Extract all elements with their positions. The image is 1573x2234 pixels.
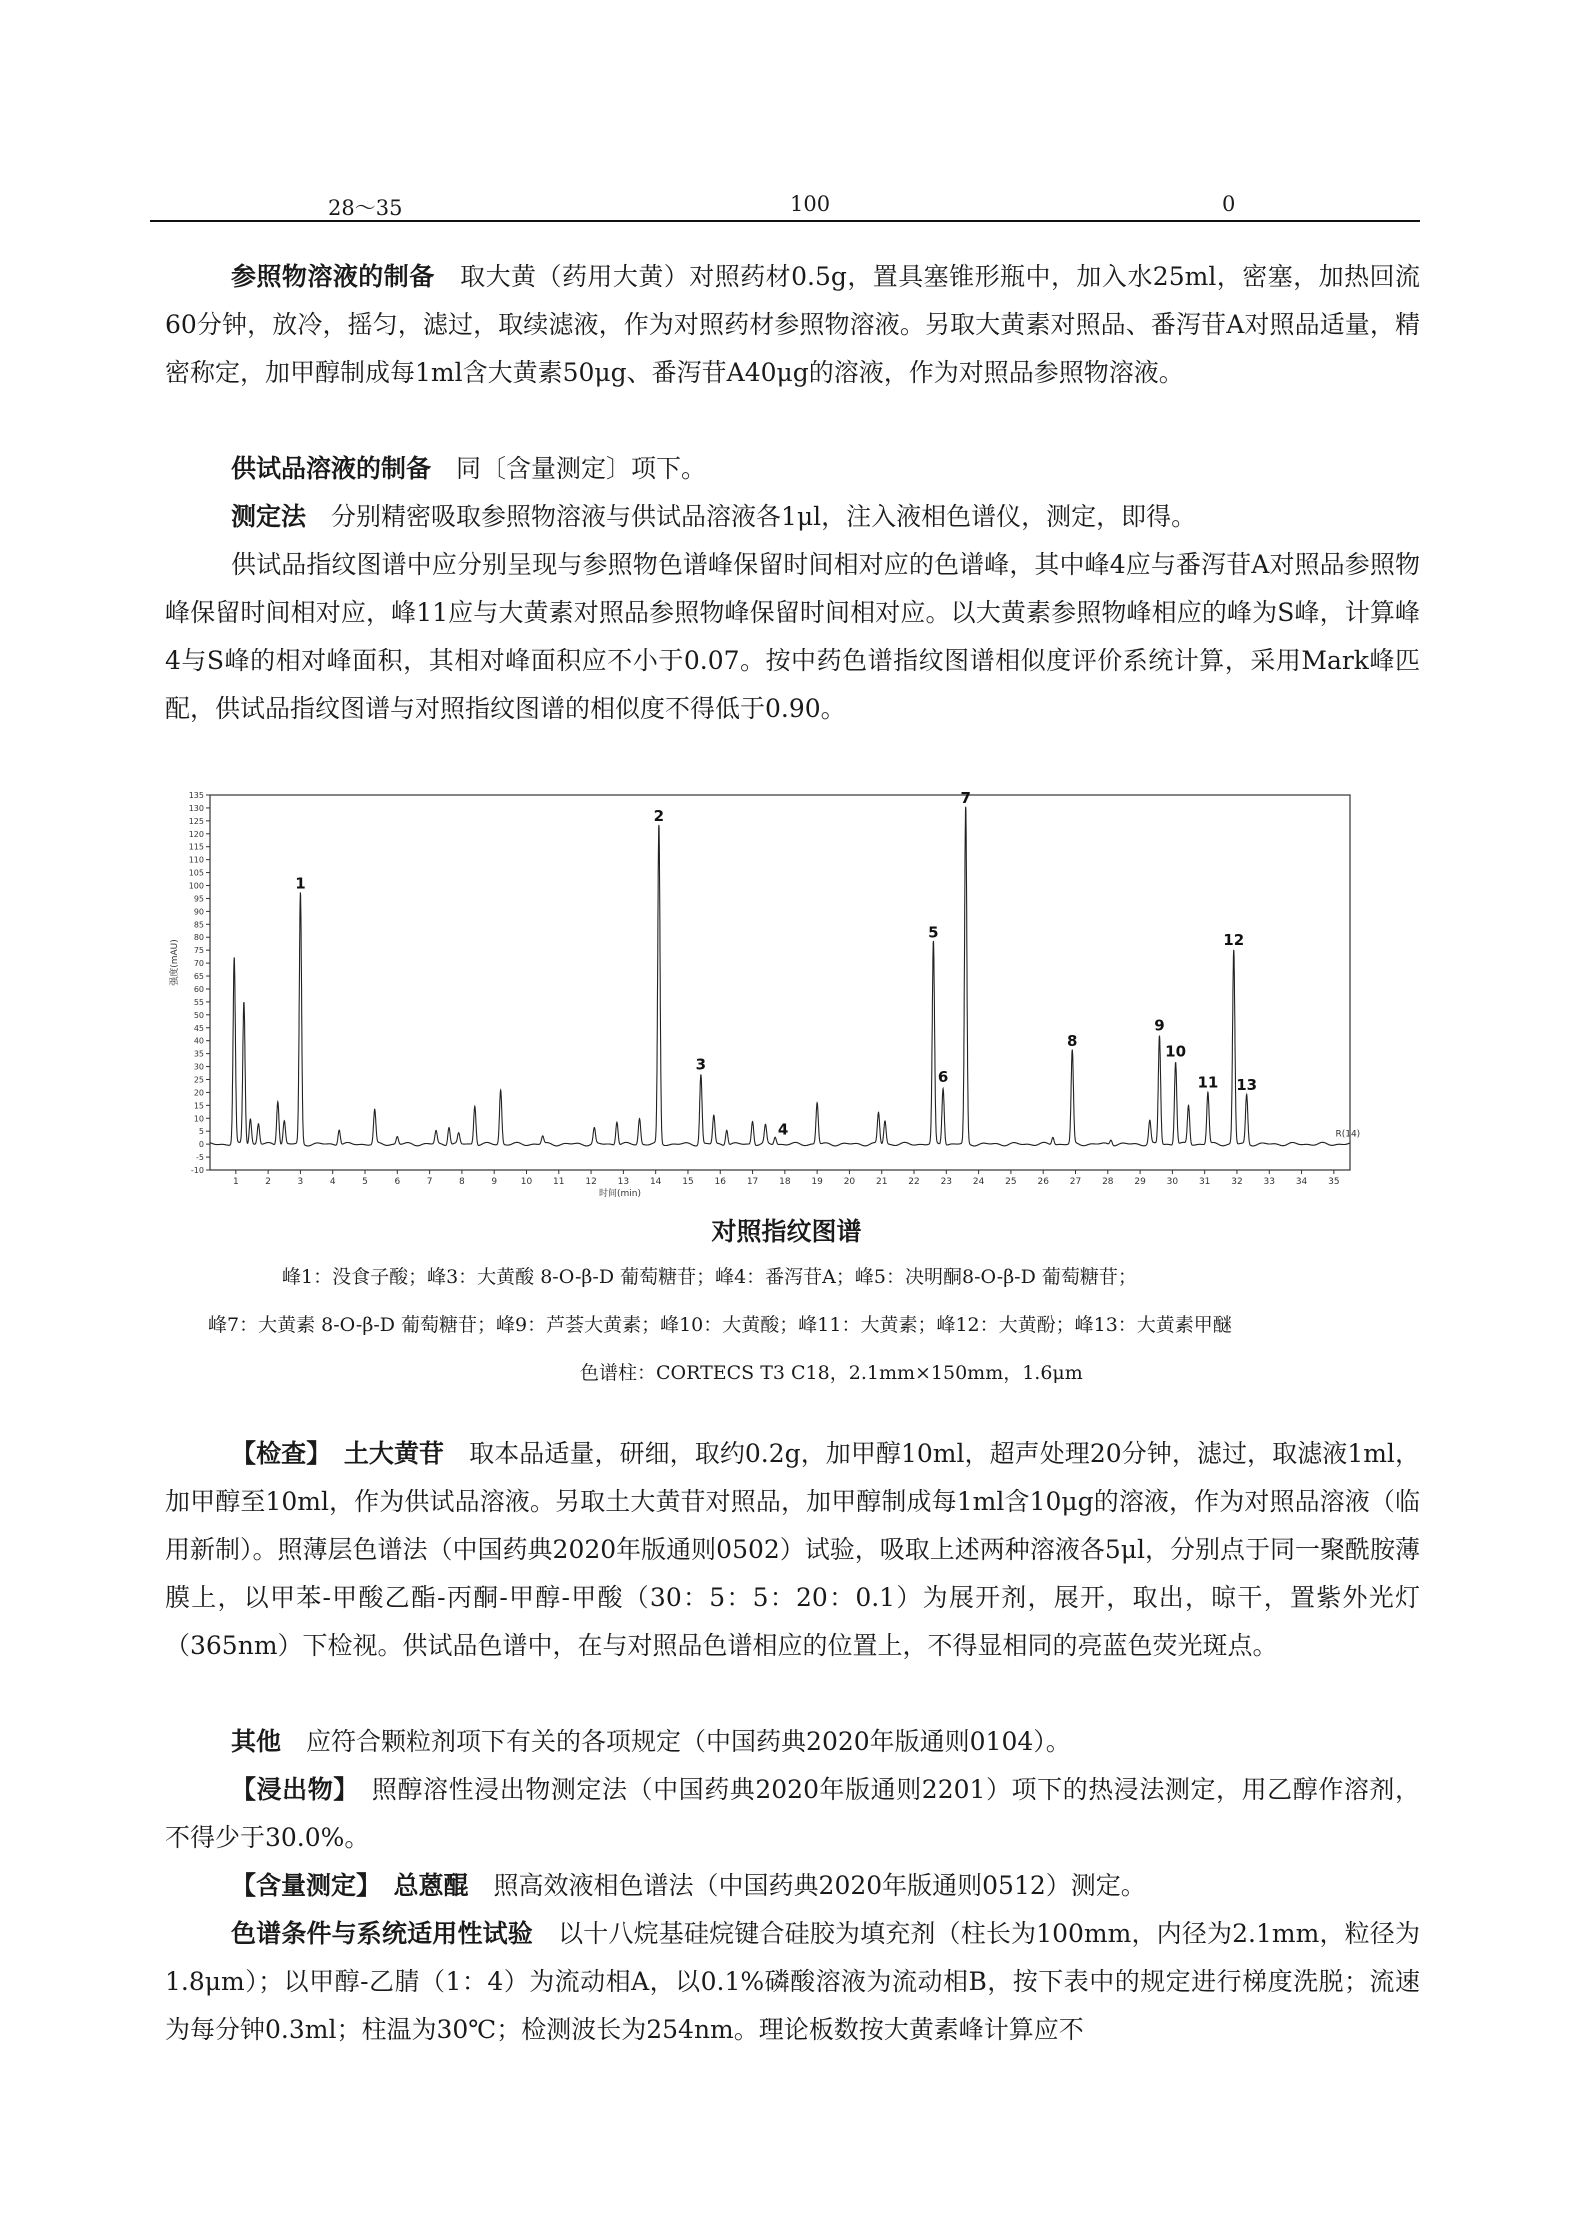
x-tick-label: 10 (520, 1177, 533, 1187)
x-tick-label: 17 (746, 1177, 759, 1187)
y-tick-label: 70 (193, 959, 204, 969)
x-tick-label: 7 (426, 1177, 433, 1187)
y-tick-label: 25 (193, 1075, 204, 1085)
paragraph-method (165, 493, 1420, 541)
peak-label-10: 10 (1165, 1042, 1187, 1061)
x-tick-label: 16 (714, 1177, 726, 1187)
peak-label-12: 12 (1223, 931, 1245, 950)
x-tick-label: 31 (1198, 1177, 1211, 1187)
table-tail-row (150, 192, 1420, 222)
x-tick-label: 35 (1328, 1177, 1340, 1187)
paragraph-lead: 【检查】 土大黄苷 (231, 1439, 445, 1468)
y-axis-label: 强度(mAU) (170, 939, 180, 986)
y-tick-label: 5 (198, 1127, 204, 1137)
x-tick-label: 5 (362, 1177, 368, 1187)
y-tick-label: 10 (193, 1114, 204, 1124)
peak-label-9: 9 (1154, 1016, 1165, 1035)
paragraph-lead: 其他 (231, 1727, 282, 1756)
peak-label-1: 1 (295, 874, 306, 893)
y-tick-label: 120 (188, 829, 204, 839)
peak-label-2: 2 (653, 807, 665, 826)
x-tick-label: 21 (876, 1177, 888, 1187)
figure-caption-line2: 峰7：大黄素 8-O-β-D 葡萄糖苷；峰9：芦荟大黄素；峰10：大黄酸；峰11：大黄素；峰12：大黄酚；峰13：大黄素甲醚 (208, 1314, 1232, 1336)
y-tick-label: 115 (188, 842, 204, 852)
y-tick-label: 105 (188, 868, 204, 878)
y-tick-label: 40 (193, 1036, 204, 1046)
x-tick-label: 8 (459, 1177, 465, 1187)
chromatogram-chart (165, 780, 1365, 1200)
trace-label: R(14) (1335, 1129, 1361, 1140)
y-tick-label: 60 (193, 984, 204, 994)
x-tick-label: 9 (491, 1177, 498, 1187)
peak-label-8: 8 (1067, 1032, 1078, 1051)
x-tick-label: 33 (1263, 1177, 1275, 1187)
x-tick-label: 19 (811, 1177, 823, 1187)
peak-label-3: 3 (695, 1055, 707, 1074)
paragraph-lead: 【含量测定】 总蒽醌 (231, 1871, 469, 1900)
paragraph-extract (165, 1766, 1420, 1862)
paragraph-other (165, 1718, 1420, 1766)
paragraph-reference-solution (165, 253, 1420, 397)
paragraph-body: 取大黄（药用大黄）对照药材0.5g，置具塞锥形瓶中，加入水25ml，密塞，加热回流60分钟，放冷，摇匀，滤过，取续滤液，作为对照药材参照物溶液。另取大黄素对照品、番泻苷A对照品适量，精密称定，加甲醇制成每1ml含大黄素50μg、番泻苷A40μg的溶液，作为对照品参照物溶液。 (165, 262, 1420, 387)
paragraph-body: 应符合颗粒剂项下有关的各项规定（中国药典2020年版通则0104）。 (306, 1727, 1071, 1756)
x-tick-label: 2 (265, 1177, 271, 1187)
figure-caption-line3: 色谱柱：CORTECS T3 C18，2.1mm×150mm，1.6μm (580, 1362, 1083, 1384)
y-tick-label: 45 (193, 1023, 204, 1033)
x-tick-label: 6 (394, 1177, 401, 1187)
x-tick-label: 20 (843, 1177, 856, 1187)
paragraph-body: 照醇溶性浸出物测定法（中国药典2020年版通则2201）项下的热浸法测定，用乙醇作溶剂，不得少于30.0%。 (165, 1775, 1420, 1852)
paragraph-fingerprint-criteria (165, 541, 1420, 733)
paragraph-lead: 测定法 (231, 502, 307, 531)
y-tick-label: 30 (193, 1062, 204, 1072)
figure-caption-line1: 峰1：没食子酸；峰3：大黄酸 8-O-β-D 葡萄糖苷；峰4：番泻苷A；峰5：决明酮8-O-β-D 葡萄糖苷； (282, 1266, 1137, 1288)
table-cell-b: 0 (1222, 192, 1236, 216)
x-tick-label: 4 (329, 1177, 336, 1187)
peak-label-4: 4 (777, 1120, 789, 1139)
paragraph-lead: 参照物溶液的制备 (231, 262, 435, 291)
y-tick-label: 65 (193, 972, 204, 982)
x-tick-label: 12 (585, 1177, 597, 1187)
y-tick-label: 130 (188, 803, 204, 813)
paragraph-chromatographic-conditions (165, 1910, 1420, 2054)
y-tick-label: 100 (188, 881, 204, 891)
paragraph-body: 同〔含量测定〕项下。 (456, 454, 707, 483)
paragraph-body: 照高效液相色谱法（中国药典2020年版通则0512）测定。 (493, 1871, 1146, 1900)
x-tick-label: 3 (297, 1177, 304, 1187)
paragraph-body: 分别精密吸取参照物溶液与供试品溶液各1μl，注入液相色谱仪，测定，即得。 (331, 502, 1197, 531)
peak-label-13: 13 (1236, 1076, 1258, 1094)
x-tick-label: 24 (972, 1177, 985, 1187)
x-tick-label: 11 (553, 1177, 565, 1187)
table-bottom-rule (150, 220, 1420, 222)
x-tick-label: 34 (1295, 1177, 1308, 1187)
x-tick-label: 1 (232, 1177, 239, 1187)
plot-frame (210, 795, 1350, 1170)
paragraph-body: 以十八烷基硅烷键合硅胶为填充剂（柱长为100mm，内径为2.1mm，粒径为1.8μm）；以甲醇-乙腈（1：4）为流动相A，以0.1%磷酸溶液为流动相B，按下表中的规定进行梯度洗脱；流速为每分钟0.3ml；柱温为30℃；检测波长为254nm。理论板数按大黄素峰计算应不 (165, 1919, 1420, 2044)
x-tick-label: 29 (1134, 1177, 1146, 1187)
peak-label-11: 11 (1197, 1073, 1219, 1092)
paragraph-body: 取本品适量，研细，取约0.2g，加甲醇10ml，超声处理20分钟，滤过，取滤液1ml，加甲醇至10ml，作为供试品溶液。另取土大黄苷对照品，加甲醇制成每1ml含10μg的溶液，作为对照品溶液（临用新制）。照薄层色谱法（中国药典2020年版通则0502）试验，吸取上述两种溶液各5μl，分别点于同一聚酰胺薄膜上，以甲苯-甲酸乙酯-丙酮-甲醇-甲酸（30：5：5：20：0.1）为展开剂，展开，取出，晾干，置紫外光灯（365nm）下检视。供试品色谱中，在与对照品色谱相应的位置上，不得显相同的亮蓝色荧光斑点。 (165, 1439, 1420, 1660)
chromatogram-figure (165, 780, 1365, 1200)
y-tick-label: 35 (193, 1049, 204, 1059)
table-cell-time: 28～35 (328, 196, 403, 220)
x-tick-label: 14 (649, 1177, 662, 1187)
x-tick-label: 15 (682, 1177, 694, 1187)
peak-label-5: 5 (928, 923, 939, 942)
x-tick-label: 22 (908, 1177, 920, 1187)
x-tick-label: 18 (779, 1177, 791, 1187)
y-tick-label: 85 (193, 920, 204, 930)
y-tick-label: 20 (193, 1088, 204, 1098)
paragraph-assay (165, 1862, 1420, 1910)
y-tick-label: 0 (198, 1140, 204, 1150)
paragraph-inspection (165, 1430, 1420, 1670)
y-tick-label: 110 (188, 855, 204, 865)
y-tick-label: 15 (193, 1101, 204, 1111)
y-tick-label: 90 (193, 907, 204, 917)
x-tick-label: 28 (1102, 1177, 1114, 1187)
figure-title: 对照指纹图谱 (711, 1217, 862, 1246)
peak-label-6: 6 (937, 1068, 949, 1087)
paragraph-lead: 【浸出物】 (231, 1775, 347, 1804)
x-tick-label: 23 (940, 1177, 953, 1187)
x-tick-label: 32 (1231, 1177, 1243, 1187)
paragraph-body: 供试品指纹图谱中应分别呈现与参照物色谱峰保留时间相对应的色谱峰，其中峰4应与番泻苷A对照品参照物峰保留时间相对应，峰11应与大黄素对照品参照物峰保留时间相对应。以大黄素参照物峰相应的峰为S峰，计算峰4与S峰的相对峰面积，其相对峰面积应不小于0.07。按中药色谱指纹图谱相似度评价系统计算，采用Mark峰匹配，供试品指纹图谱与对照指纹图谱的相似度不得低于0.90。 (165, 550, 1420, 723)
y-tick-label: 135 (188, 791, 204, 800)
y-tick-label: 50 (193, 1010, 204, 1020)
paragraph-lead: 供试品溶液的制备 (231, 454, 432, 483)
y-tick-label: -10 (190, 1166, 204, 1175)
y-tick-label: 80 (193, 933, 204, 943)
x-axis-label: 时间(min) (599, 1189, 641, 1199)
table-cell-a: 100 (790, 192, 831, 216)
paragraph-lead: 色谱条件与系统适用性试验 (231, 1919, 533, 1948)
x-tick-label: 30 (1166, 1177, 1179, 1187)
x-tick-label: 25 (1005, 1177, 1017, 1187)
y-tick-label: 125 (188, 816, 204, 826)
y-tick-label: 95 (193, 894, 204, 904)
x-tick-label: 13 (617, 1177, 630, 1187)
y-tick-label: -5 (196, 1153, 204, 1163)
x-tick-label: 27 (1069, 1177, 1082, 1187)
chromatogram-trace (210, 807, 1350, 1146)
y-tick-label: 75 (193, 946, 204, 956)
peak-label-7: 7 (960, 788, 971, 807)
y-tick-label: 55 (193, 997, 204, 1007)
x-tick-label: 26 (1037, 1177, 1049, 1187)
paragraph-sample-solution (165, 445, 1420, 493)
